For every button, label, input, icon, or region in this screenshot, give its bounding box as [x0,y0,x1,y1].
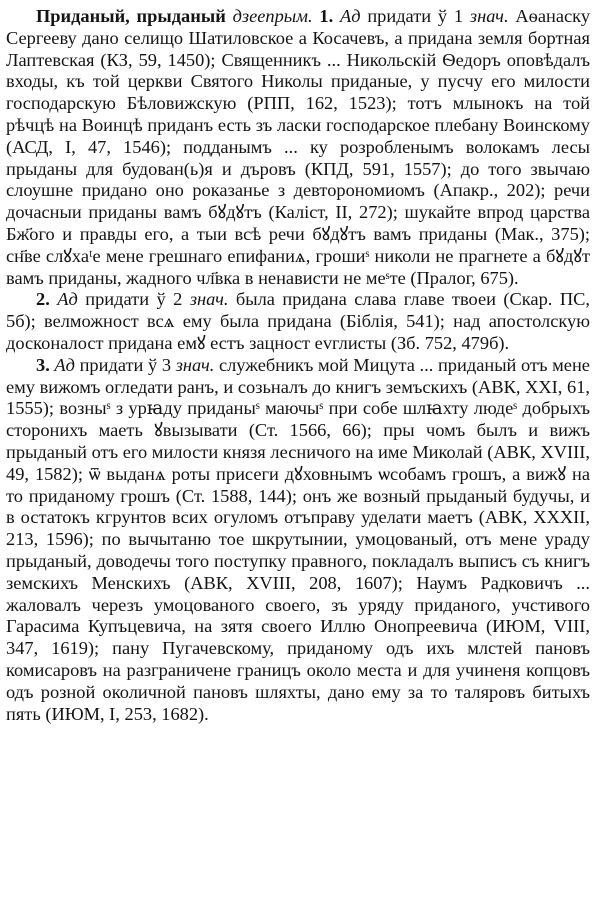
sense-3-abbr: Ад [54,354,75,375]
sense-3-number: 3. [36,354,50,375]
sense-3-quotes: служебникъ мой Мицута ... приданый отъ мене ему вижомъ огледати ранъ, и созьналъ до книгъ земъскихъ (АВК, XXI, 61, 1555); возныˢ з урꙗду приданыˢ маючыˢ при собе шлꙗхту людеˢ добрыхъ сторонихъ маеть ꙋвызывати (Ст. 1566, 66); пры чомъ былъ и вижъ прыданый отъ его милости князя лесничого на име Миколай (АВК, XVIII, 49, 1582); ѿ выданѧ роты присеги дꙋховнымъ ѡсобамъ грошъ, а вижꙋ на то приданому грошъ (Ст. 1588, 144); онъ же возный прыданый будучы, и в остатокъ кгрунтов всих огуломъ отъправу уделати маетъ (АВК, XXXII, 213, 1596); по вычытаню тое шкрутынии, умоцованый, отъ мене ураду прыданый, доводечы того поступку правного, покладалъ выписъ съ книгъ земскихъ Менскихъ (АВК, XVIII, 208, 1607); Наумъ Радковичъ ... жаловалъ черезъ умоцованого своего, зъ уряду приданого, учстивого Гарасима Купъцевича, на зятя своего Иллю Онопреевича (ИЮМ, VIII, 347, 1619); пану Пугачевскому, приданому одъ ихъ млстей пановъ комисаровъ на разграничене границъ около места и для учиненя копцовъ одъ розной околичной пановъ шляхты, дано ему за то таляровъ битыхъ пять (ИЮМ, I, 253, 1682). [6,354,590,724]
sense-3-paragraph [6,355,590,726]
sense-1-number: 1. [319,6,334,26]
sense-1-ref-letter: ў [437,6,448,26]
sense-2-number: 2. [36,289,50,310]
sense-1-abbr: Ад [339,6,361,26]
sense-2-ref-num: 2 [173,289,183,310]
sense-1-quotes: Аѳанаску Сергееву дано селищо Шатиловское а Косачевъ, а придана земля бортная Лаптевская (КЗ, 59, 1450); Священникъ ... Никольскій Ѳедоръ оповѣдалъ входы, къ той церкви Святого Николы приданые, у пусчу его милости господарскую Бѣловижскую (РПП, 162, 1523); тотъ млынокъ на той рѣчцѣ на Воинцѣ приданъ есть зъ ласки господарское плебану Воинскому (АСД, I, 47, 1546); подданымъ ... ку розробленымъ волокамъ лесы прыданы для будован(ь)я и дъровъ (КПД, 591, 1557); до того звычаю слоушне придано оно роказанье з девторономиомъ (Апакр., 202); речи дочасныи приданы вамъ бꙋдꙋтъ (Каліст, II, 272); шукайте впрод царства Бж҃ого и правды его, а тыи всѣ речи бꙋдꙋтъ вамъ приданы (Мак., 375); сн҃ве слꙋхаᵗе мене грешнаго епифаниѧ, грошиˢ николи не прагнете а бꙋдꙋт вамъ приданы, жадного чл҃вка в ненависти не меˢте (Пралог, 675). [6,6,591,288]
sense-3-ref-num: 3 [161,354,172,375]
sense-3-definition: придати [79,354,144,375]
sense-2-definition: придати [85,289,150,310]
sense-2-quotes: была придана слава главе твоеи (Скар. ПС, 5б); велможност всѧ ему была придана (Біблія, 541); над апостолскую досконалост придана емꙋ естъ зацност еvглисты (Зб. 752, 479б). [6,289,590,353]
sense-1-ref-num: 1 [453,6,464,26]
sense-3-ref-abbr: знач. [175,354,215,375]
sense-2-paragraph [6,289,590,354]
sense-2-abbr: Ад [57,289,78,310]
sense-1-ref-abbr: знач. [469,6,509,26]
sense-1-paragraph [6,6,590,289]
sense-2-ref-letter: ў [156,289,166,310]
headword: Приданый, пpыданый [36,6,226,26]
part-of-speech: дзеепрым. [232,6,313,26]
sense-1-definition: придати [367,6,432,26]
sense-2-ref-abbr: знач. [189,289,229,310]
sense-3-ref-letter: ў [148,354,158,375]
